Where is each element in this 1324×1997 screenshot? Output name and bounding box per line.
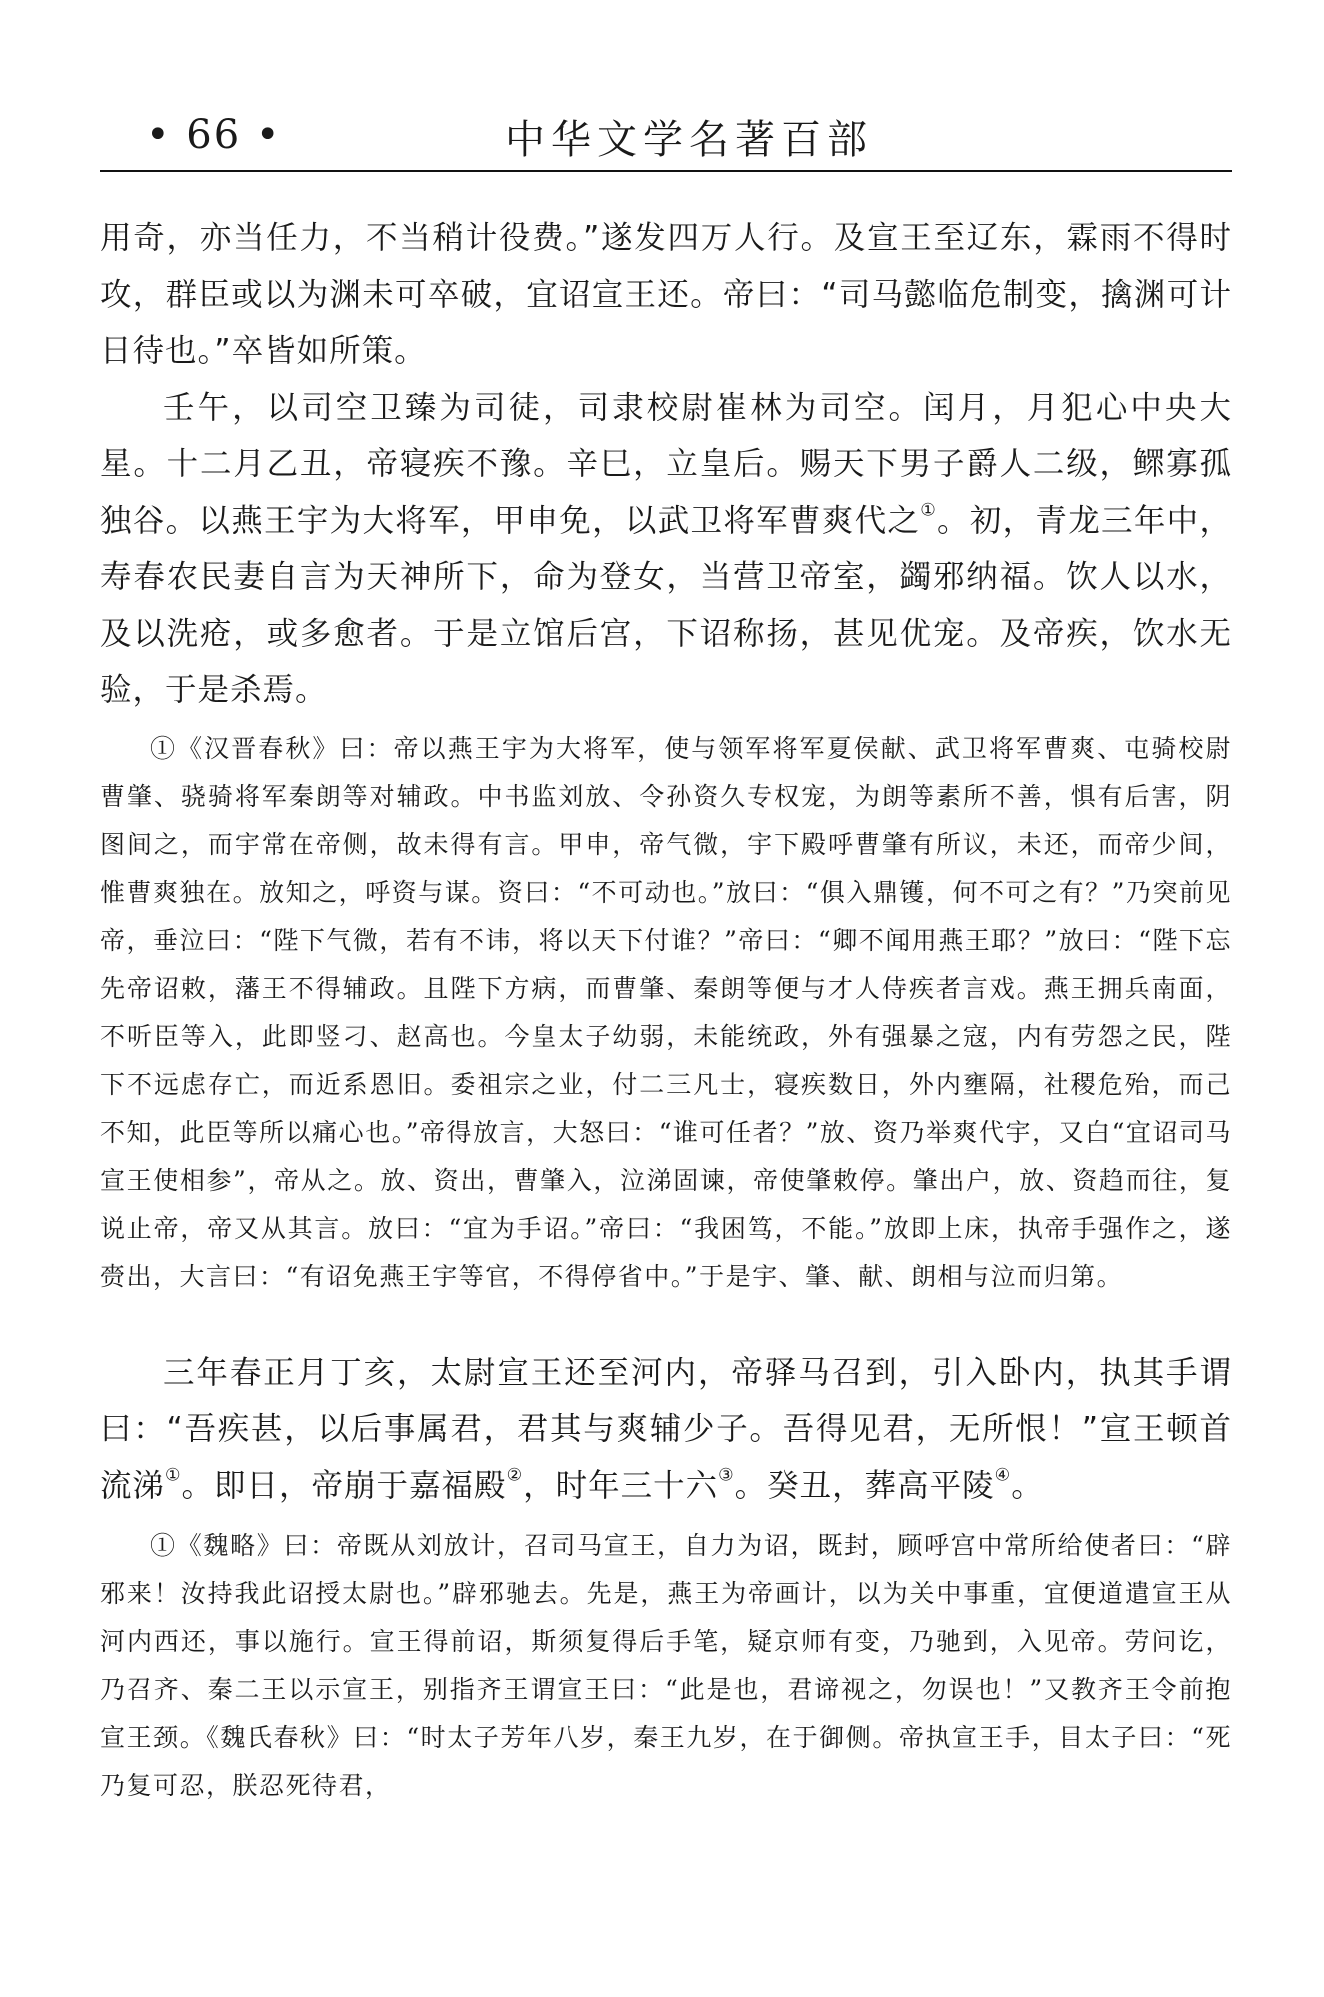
footnote-marker: ② <box>506 1464 524 1485</box>
paragraph-renwu <box>100 380 1232 719</box>
header-rule <box>100 170 1232 172</box>
footnote-hanjin-chunqiu: ①《汉晋春秋》曰：帝以燕王宇为大将军，使与领军将军夏侯献、武卫将军曹爽、屯骑校尉曹肇、骁骑将军秦朗等对辅政。中书监刘放、令孙资久专权宠，为朗等素所不善，惧有后害，阴图间之，而宇常在帝侧，故未得有言。甲申，帝气微，宇下殿呼曹肇有所议，未还，而帝少间，惟曹爽独在。放知之，呼资与谋。资曰：“不可动也。”放曰：“俱入鼎镬，何不可之有？”乃突前见帝，垂泣曰：“陛下气微，若有不讳，将以天下付谁？”帝曰：“卿不闻用燕王耶？”放曰：“陛下忘先帝诏敕，藩王不得辅政。且陛下方病，而曹肇、秦朗等便与才人侍疾者言戏。燕王拥兵南面，不听臣等入，此即竖刁、赵高也。今皇太子幼弱，未能统政，外有强暴之寇，内有劳怨之民，陛下不远虑存亡，而近系恩旧。委祖宗之业，付二三凡士，寝疾数日，外内壅隔，社稷危殆，而己不知，此臣等所以痛心也。”帝得放言，大怒曰：“谁可任者？”放、资乃举爽代宇，又白“宜诏司马宣王使相参”，帝从之。放、资出，曹肇入，泣涕固谏，帝使肇敕停。肇出户，放、资趋而往，复说止帝，帝又从其言。放曰：“宜为手诏。”帝曰：“我困笃，不能。”放即上床，执帝手强作之，遂赍出，大言曰：“有诏免燕王宇等官，不得停省中。”于是宇、肇、献、朗相与泣而归第。 <box>100 733 1232 1291</box>
paragraph-text: 壬午，以司空卫臻为司徒，司隶校尉崔林为司空。闰月，月犯心中央大星。十二月乙丑，帝寝疾不豫。辛巳，立皇后。赐天下男子爵人二级，鳏寡孤独谷。以燕王宇为大将军，甲申免，以武卫将军曹爽代之 <box>100 389 1232 539</box>
paragraph-text: 。初，青龙三年中，寿春农民妻自言为天神所下，命为登女，当营卫帝室，蠲邪纳福。饮人以水，及以洗疮，或多愈者。于是立馆后宫，下诏称扬，甚见优宠。及帝疾，饮水无验，于是杀焉。 <box>100 502 1232 708</box>
paragraph-text: ，时年三十六 <box>523 1467 719 1504</box>
footnote-marker: ③ <box>718 1464 735 1485</box>
footnote-marker: ① <box>165 1464 182 1485</box>
paragraph-continuation: 用奇，亦当任力，不当稍计役费。”遂发四万人行。及宣王至辽东，霖雨不得时攻，群臣或以为渊未可卒破，宜诏宣王还。帝曰：“司马懿临危制变，擒渊可计日待也。”卒皆如所策。 <box>100 220 1232 369</box>
paragraph-sannian <box>100 1345 1232 1515</box>
paragraph-text: 。癸丑，葬高平陵 <box>734 1467 995 1504</box>
book-title: 中华文学名著百部 <box>505 117 873 163</box>
page-header <box>100 108 1232 168</box>
footnote-marker: ① <box>920 499 938 520</box>
page-body <box>100 210 1232 1810</box>
paragraph-text: 三年春正月丁亥，太尉宣王还至河内，帝驿马召到，引入卧内，执其手谓曰：“吾疾甚，以后事属君，君其与爽辅少子。吾得见君，无所恨！”宣王顿首流涕 <box>100 1354 1232 1504</box>
paragraph-text: 。 <box>1011 1467 1044 1504</box>
paragraph-text: 。即日，帝崩于嘉福殿 <box>181 1467 507 1504</box>
page-number: • 66 • <box>146 112 282 158</box>
footnote-marker: ④ <box>994 1464 1012 1485</box>
footnote-weilue: ①《魏略》曰：帝既从刘放计，召司马宣王，自力为诏，既封，顾呼宫中常所给使者曰：“辟邪来！汝持我此诏授太尉也。”辟邪驰去。先是，燕王为帝画计，以为关中事重，宜便道遣宣王从河内西还，事以施行。宣王得前诏，斯须复得后手笔，疑京师有变，乃驰到，入见帝。劳问讫，乃召齐、秦二王以示宣王，别指齐王谓宣王曰：“此是也，君谛视之，勿误也！”又教齐王令前抱宣王颈。《魏氏春秋》曰：“时太子芳年八岁，秦王九岁，在于御侧。帝执宣王手，目太子曰：“死乃复可忍，朕忍死待君， <box>100 1531 1232 1800</box>
